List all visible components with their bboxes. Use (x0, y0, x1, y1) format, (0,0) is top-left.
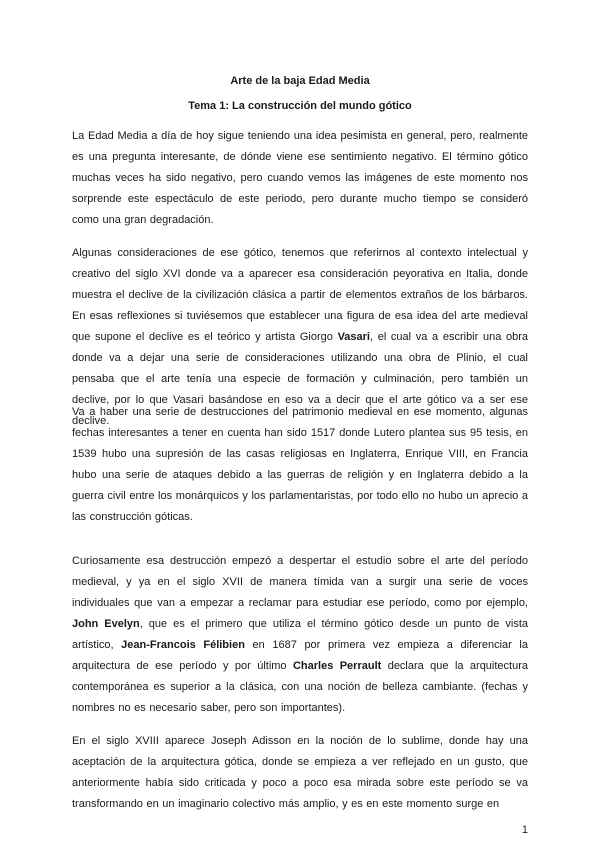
paragraph-2-text-a: Algunas consideraciones de ese gótico, tenemos que referirnos al contexto intelectual y creativo del siglo XVI donde va a aparecer esa consideración peyorativa en Italia, donde muestra el declive de la civilización clásica a partir de elementos extraños de los bárbaros. En esas reflexiones si tuviésemos que establecer una figura de esa idea del arte medieval que supone el declive es el teórico y artista Giorgo (72, 247, 528, 343)
name-charles-perrault: Charles Perrault (292, 660, 382, 672)
document-subtitle: Tema 1: La construcción del mundo gótico (188, 100, 412, 112)
paragraph-4-text-d: en 1687 por primera vez empieza a diferenciar la arquitectura de ese período y por último (72, 639, 528, 672)
paragraph-5: En el siglo XVIII aparece Joseph Adisson en la noción de lo sublime, donde hay una aceptación de la arquitectura gótica, donde se empieza a ver reflejado en un gusto, que anteriormente había sido criticada y poco a poco esa mirada sobre este período se va transformando en un imaginario colectivo más amplio, y es en este momento surge en (72, 735, 528, 810)
paragraph-4-text-a: Curiosamente esa destrucción empezó a despertar el estudio sobre el arte del período medieval, y ya en el siglo XVII de manera tímida van a surgir una serie de voces individuales que van a empezar a reclamar para estudiar ese período, como por ejemplo, (72, 555, 528, 609)
paragraph-4-text-e: declara que la arquitectura contemporánea es superior a la clásica, con una noción de belleza cambiante. (fechas y nombres no es necesario saber, pero son importantes). (72, 660, 528, 714)
paragraph-4 (72, 551, 528, 719)
name-john-evelyn: John Evelyn (72, 618, 140, 630)
name-vasari: Vasari (337, 331, 370, 343)
paragraph-4-text-c: , que es el primero que utiliza el término gótico desde un punto de vista artístico, (72, 618, 529, 651)
paragraph-1: La Edad Media a día de hoy sigue teniendo una idea pesimista en general, pero, realmente es una pregunta interesante, de dónde viene ese sentimiento negativo. El término gótico muchas veces ha sido negativo, pero cuando vemos las imágenes de este momento nos sorprende este espectáculo de este periodo, pero durante mucho tiempo se consideró como una gran degradación. (72, 130, 528, 226)
paragraph-2-text-c: , el cual va a escribir una obra donde va a dejar una serie de consideraciones utilizando una obra de Plinio, el cual pensaba que el arte tenía una especie de formación y culminación, pero también un declive, por lo que Vasari basándose en eso va a decir que el arte gótico va a ser ese declive. (72, 331, 528, 427)
name-jean-francois-felibien: Jean-Francois Félibien (121, 639, 245, 651)
document-title: Arte de la baja Edad Media (230, 75, 370, 87)
paragraph-3: Va a haber una serie de destrucciones del patrimonio medieval en ese momento, algunas fechas interesantes a tener en cuenta han sido 1517 donde Lutero plantea sus 95 tesis, en 1539 hubo una supresión de las casas religiosas en Inglaterra, Enrique VIII, en Francia hubo una serie de ataques debido a las guerras de religión y en Inglaterra debido a la guerra civil entre los monárquicos y los parlamentaristas, por todo ello no hubo un aprecio a las construcción góticas. (72, 406, 528, 523)
page-number: 1 (521, 824, 528, 836)
